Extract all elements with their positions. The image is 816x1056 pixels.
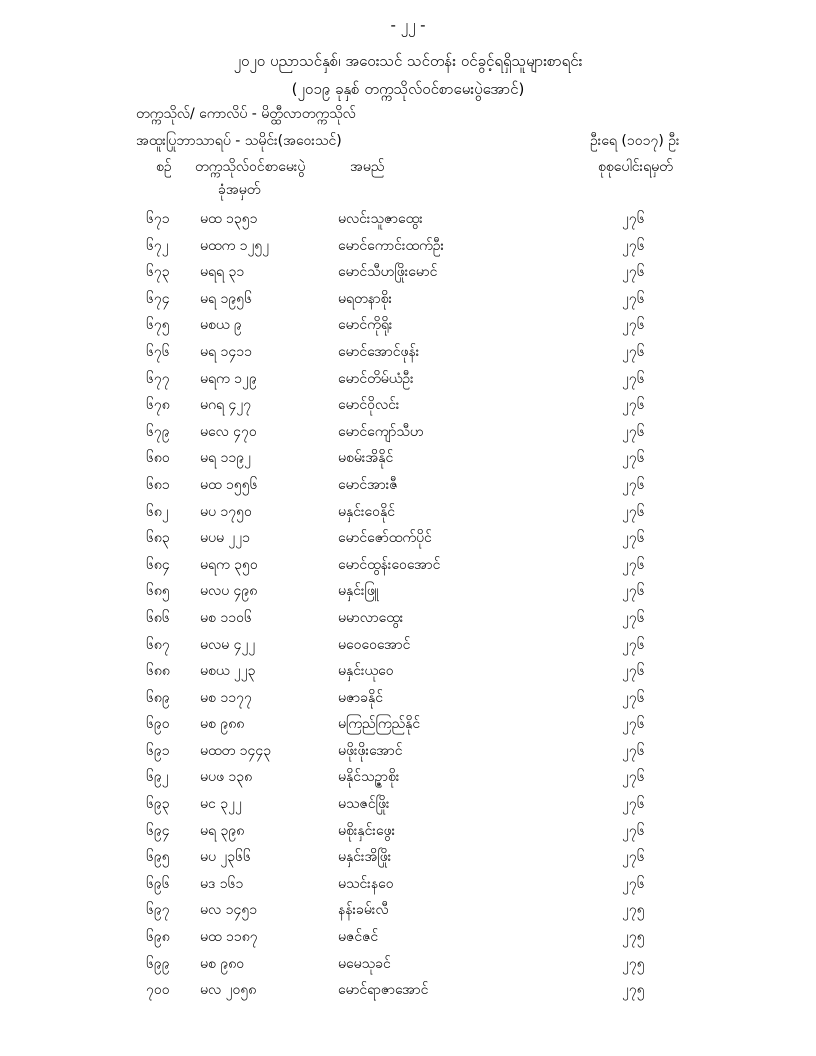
roll-number: မလ ၁၄၅၁ [200, 902, 258, 919]
row-number: ၆၉၈ [146, 929, 170, 946]
student-name: မဝေဝေအောင် [338, 636, 411, 653]
total-marks: ၂၇၆ [622, 663, 645, 680]
row-number: ၆၉၆ [146, 875, 170, 892]
document-subtitle: (၂၀၁၉ ခုနှစ် တက္ကသိုလ်ဝင်စာမေးပွဲအောင်) [291, 80, 525, 98]
row-number: ၆၈၅ [146, 583, 170, 600]
table-row [0, 874, 816, 901]
table-row [0, 262, 816, 289]
roll-number: မစ ၁၁၇၇ [200, 689, 252, 706]
table-row [0, 635, 816, 662]
roll-number: မဒ ၁၆၁ [200, 875, 244, 892]
total-marks: ၂၇၆ [622, 423, 645, 440]
total-marks: ၂၇၆ [622, 397, 645, 414]
table-row [0, 767, 816, 794]
column-header-total: စုစုပေါင်းရမှတ် [598, 159, 673, 175]
roll-number: မရက ၁၂၉ [200, 370, 257, 387]
column-header-name: အမည် [350, 159, 385, 175]
student-name: မဇင်ဇင် [338, 929, 379, 946]
table-row [0, 236, 816, 263]
roll-number: မပဖ ၁၃၈ [200, 769, 253, 786]
roll-number: မရ ၁၄၁၁ [200, 343, 252, 360]
total-marks: ၂၇၆ [622, 237, 645, 254]
table-row [0, 608, 816, 635]
table-row [0, 847, 816, 874]
student-name: မောင်အောင်ဖုန်း [338, 343, 420, 360]
table-row [0, 422, 816, 449]
row-number: ၆၇၆ [146, 343, 170, 360]
table-row [0, 369, 816, 396]
page-number: - ၂၂ - [390, 16, 426, 34]
student-name: မဖိုးဖိုးအောင် [338, 742, 403, 759]
total-marks: ၂၇၆ [622, 211, 645, 227]
total-marks: ၂၇၆ [622, 849, 645, 866]
student-name: မသဇင်ဖြိုး [338, 796, 390, 813]
student-name: မောင်ထွန်းဝေအောင် [338, 556, 441, 573]
roll-number: မစ ၁၁၀၆ [200, 609, 252, 626]
roll-number: မင ၃၂၂ [200, 796, 242, 813]
row-number: ၆၉၉ [146, 955, 170, 972]
student-name: မောင်ဇော်ထက်ပိုင် [338, 530, 432, 547]
roll-number: မထ ၁၅၅၆ [200, 476, 258, 493]
row-number: ၆၇၇ [146, 370, 170, 387]
student-name: မောင်သီဟဖြိုးမောင် [338, 264, 438, 281]
total-marks: ၂၇၆ [622, 689, 645, 706]
roll-number: မထ ၁၁၈၇ [200, 929, 258, 946]
student-name: မောင်ရာဇာအောင် [338, 982, 429, 999]
table-row [0, 927, 816, 954]
total-marks: ၂၇၅ [622, 982, 645, 999]
results-list [0, 209, 816, 1007]
roll-number: မစယ ၉ [200, 317, 242, 334]
row-number: ၆၈၄ [146, 556, 170, 573]
table-row [0, 661, 816, 688]
row-number: ၆၇၂ [146, 237, 169, 254]
student-name: မနှင်းယုဝေ [338, 663, 394, 680]
row-number: ၆၈၈ [146, 663, 170, 680]
roll-number: မစ ၉၈၀ [200, 955, 245, 972]
total-marks: ၂၇၆ [622, 370, 645, 387]
total-marks: ၂၇၆ [622, 822, 645, 839]
student-name: မစမ်းအိနိုင် [338, 450, 394, 467]
row-number: ၆၈၂ [146, 503, 169, 520]
total-marks: ၂၇၆ [622, 716, 645, 733]
table-row [0, 741, 816, 768]
row-number: ၆၈၁ [146, 476, 170, 493]
row-number: ၆၈၃ [146, 530, 170, 547]
table-row [0, 581, 816, 608]
roll-number: မရ ၁၁၉၂ [200, 450, 251, 467]
row-number: ၆၈၇ [146, 636, 170, 653]
row-number: ၆၇၈ [146, 397, 170, 414]
table-row [0, 528, 816, 555]
table-row [0, 395, 816, 422]
count-label: ဦးရေ (၁၀၁၇) ဦး [590, 133, 680, 149]
table-row [0, 688, 816, 715]
student-name: မဇာခနိုင် [338, 689, 383, 706]
roll-number: မရ ၁၉၅၆ [200, 290, 252, 307]
student-name: မောင်တိမ်ယံဦး [338, 370, 414, 387]
row-number: ၆၉၃ [146, 796, 170, 813]
student-name: မမာလာထွေး [338, 609, 404, 626]
total-marks: ၂၇၆ [622, 530, 645, 547]
row-number: ၆၉၇ [146, 902, 170, 919]
table-row [0, 900, 816, 927]
row-number: ၆၈၉ [146, 689, 170, 706]
roll-number: မထတ ၁၄၄၃ [200, 742, 272, 759]
roll-number: မထက ၁၂၅၂ [200, 237, 270, 254]
total-marks: ၂၇၆ [622, 609, 645, 626]
row-number: ၆၈၆ [146, 609, 170, 626]
row-number: ၆၇၃ [146, 264, 170, 281]
total-marks: ၂၇၆ [622, 290, 645, 307]
row-number: ၆၉၁ [146, 742, 170, 759]
total-marks: ၂၇၆ [622, 742, 645, 759]
roll-number: မလပ ၄၉၈ [200, 583, 258, 600]
student-name: နန်းခမ်းလီ [338, 902, 389, 919]
roll-number: မပ ၂၃၆၆ [200, 849, 251, 866]
table-row [0, 794, 816, 821]
student-name: မောင်ဝိုလင်း [338, 397, 400, 414]
row-number: ၆၉၄ [146, 822, 170, 839]
total-marks: ၂၇၆ [622, 875, 645, 892]
row-number: ၆၇၉ [146, 423, 170, 440]
row-number: ၆၇၄ [146, 290, 170, 307]
total-marks: ၂၇၆ [622, 450, 645, 467]
university-label: တက္ကသိုလ်/ ကောလိပ် - မိတ္ထီလာတက္ကသိုလ် [136, 106, 356, 122]
student-name: မမေသုခင် [338, 955, 391, 972]
roll-number: မပမ ၂၂၁ [200, 530, 251, 547]
total-marks: ၂၇၆ [622, 769, 645, 786]
row-number: ၆၈၀ [146, 450, 170, 467]
roll-number: မရ ၃၉၈ [200, 822, 245, 839]
student-name: မသင်းနဝေ [338, 875, 394, 892]
table-row [0, 448, 816, 475]
table-row [0, 954, 816, 981]
student-name: မကြည်ကြည်နိုင် [338, 716, 421, 733]
roll-number: မပ ၁၇၅၀ [200, 503, 252, 520]
roll-number: မရက ၃၅၀ [200, 556, 258, 573]
total-marks: ၂၇၅ [622, 955, 645, 972]
column-header-roll-sub: ခုံအမှတ် [218, 182, 261, 198]
column-header-no: စဉ် [156, 159, 172, 175]
total-marks: ၂၇၆ [622, 503, 645, 520]
student-name: မစိုးနှင်းဖွေး [338, 822, 396, 839]
column-header-roll: တက္ကသိုလ်ဝင်စာမေးပွဲ [195, 159, 306, 175]
roll-number: မလေ ၄၇၀ [200, 423, 257, 440]
row-number: ၆၉၀ [146, 716, 170, 733]
total-marks: ၂၇၆ [622, 264, 645, 281]
student-name: မလင်းသူဇာထွေး [338, 211, 423, 227]
table-row [0, 714, 816, 741]
total-marks: ၂၇၆ [622, 476, 645, 493]
table-row [0, 821, 816, 848]
student-name: မောင်ကောင်းထက်ဦး [338, 237, 445, 254]
row-number: ၆၇၅ [146, 317, 170, 334]
row-number: ၆၇၁ [146, 211, 170, 227]
roll-number: မထ ၁၃၅၁ [200, 211, 258, 227]
student-name: မောင်အားဇီ [338, 476, 398, 493]
row-number: ၆၉၅ [146, 849, 170, 866]
total-marks: ၂၇၆ [622, 556, 645, 573]
table-row [0, 475, 816, 502]
student-name: မနှင်းဝေနိုင် [338, 503, 396, 520]
row-number: ၆၉၂ [146, 769, 169, 786]
student-name: မနိုင်သဥ္ဇာစိုး [338, 769, 400, 786]
total-marks: ၂၇၆ [622, 583, 645, 600]
document-title: ၂၀၂၀ ပညာသင်နှစ်၊ အဝေးသင် သင်တန်း ဝင်ခွင့်ရရှိသူများစာရင်း [233, 52, 583, 70]
total-marks: ၂၇၆ [622, 317, 645, 334]
student-name: မနှင်းဖြူ [338, 583, 379, 600]
row-number: ၇၀၀ [146, 982, 170, 999]
table-row [0, 342, 816, 369]
student-name: မနှင်းအိဖြိုး [338, 849, 392, 866]
table-row [0, 289, 816, 316]
student-name: မောင်ကျော်သီဟ [338, 423, 424, 440]
total-marks: ၂၇၅ [622, 929, 645, 946]
total-marks: ၂၇၆ [622, 343, 645, 360]
total-marks: ၂၇၅ [622, 902, 645, 919]
roll-number: မဂရ ၄၂၇ [200, 397, 252, 414]
student-name: မောင်ကိုရိုး [338, 317, 393, 334]
roll-number: မရရ ၃၁ [200, 264, 245, 281]
total-marks: ၂၇၆ [622, 636, 645, 653]
table-row [0, 980, 816, 1007]
roll-number: မစယ ၂၂၃ [200, 663, 256, 680]
student-name: မရတနာစိုး [338, 290, 393, 307]
table-row [0, 315, 816, 342]
roll-number: မလမ ၄၂၂ [200, 636, 256, 653]
roll-number: မလ ၂၀၅၈ [200, 982, 257, 999]
total-marks: ၂၇၆ [622, 796, 645, 813]
table-row [0, 555, 816, 582]
table-row [0, 502, 816, 529]
roll-number: မစ ၉၈၈ [200, 716, 245, 733]
table-row [0, 209, 816, 236]
specialization-label: အထူးပြုဘာသာရပ် - သမိုင်း(အဝေးသင်) [136, 133, 342, 149]
